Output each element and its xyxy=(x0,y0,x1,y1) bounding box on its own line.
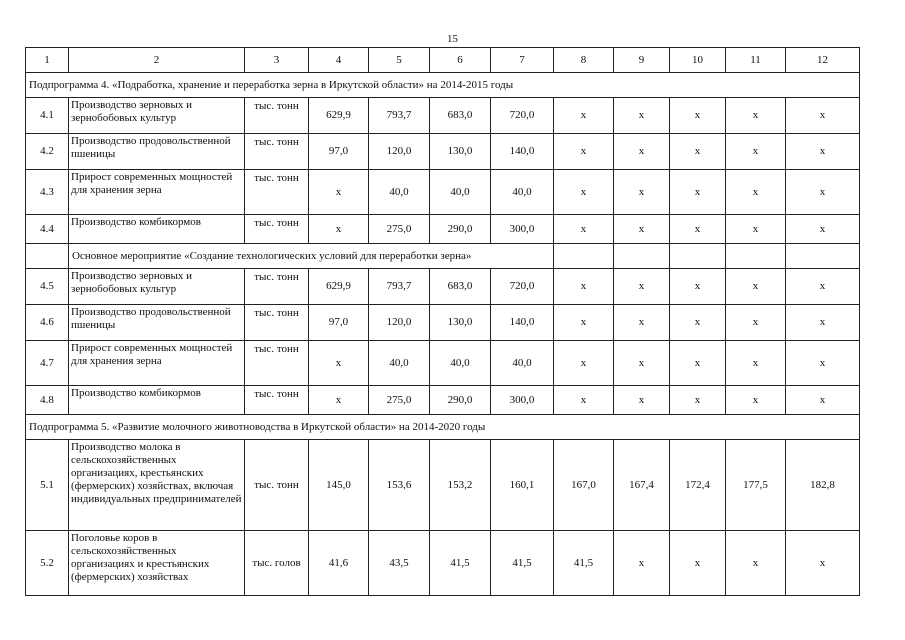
cell-value: x xyxy=(726,341,786,386)
cell-value: 177,5 xyxy=(726,440,786,531)
row-unit: тыс. тонн xyxy=(245,386,309,415)
cell-value: x xyxy=(726,305,786,341)
row-name: Производство продовольственной пшеницы xyxy=(69,305,245,341)
cell-value: x xyxy=(309,386,369,415)
cell-value: x xyxy=(554,134,614,170)
column-header: 9 xyxy=(614,48,670,73)
column-header: 12 xyxy=(786,48,860,73)
cell-value: 130,0 xyxy=(430,305,491,341)
cell-value: 97,0 xyxy=(309,305,369,341)
cell-value: x xyxy=(614,98,670,134)
cell-value: x xyxy=(726,170,786,215)
cell-value: 41,5 xyxy=(491,531,554,596)
column-header: 4 xyxy=(309,48,369,73)
cell-value: 97,0 xyxy=(309,134,369,170)
empty-cell xyxy=(726,244,786,269)
table-row xyxy=(26,215,860,244)
row-name: Производство зерновых и зернобобовых культур xyxy=(69,269,245,305)
cell-value: x xyxy=(670,98,726,134)
column-header: 8 xyxy=(554,48,614,73)
row-name: Производство комбикормов xyxy=(69,215,245,244)
cell-value: 40,0 xyxy=(491,170,554,215)
cell-value: x xyxy=(309,170,369,215)
cell-value: 167,4 xyxy=(614,440,670,531)
cell-value: 40,0 xyxy=(430,170,491,215)
cell-value: 153,2 xyxy=(430,440,491,531)
cell-value: x xyxy=(554,305,614,341)
empty-cell xyxy=(786,244,860,269)
column-header: 5 xyxy=(369,48,430,73)
cell-value: x xyxy=(670,531,726,596)
cell-value: 160,1 xyxy=(491,440,554,531)
row-number: 4.1 xyxy=(26,98,69,134)
cell-value: 40,0 xyxy=(369,170,430,215)
cell-value: 683,0 xyxy=(430,98,491,134)
cell-value: 41,5 xyxy=(554,531,614,596)
section-title: Подпрограмма 5. «Развитие молочного животноводства в Иркутской области» на 2014-2020 годы xyxy=(26,415,860,440)
cell-value: x xyxy=(554,269,614,305)
cell-value: x xyxy=(726,215,786,244)
column-header: 11 xyxy=(726,48,786,73)
section-title: Подпрограмма 4. «Подработка, хранение и переработка зерна в Иркутской области» на 2014-2015 годы xyxy=(26,73,860,98)
row-number: 4.5 xyxy=(26,269,69,305)
row-number: 4.7 xyxy=(26,341,69,386)
page-number: 15 xyxy=(447,33,458,45)
cell-value: 793,7 xyxy=(369,269,430,305)
row-number: 5.2 xyxy=(26,531,69,596)
column-header: 7 xyxy=(491,48,554,73)
cell-value: x xyxy=(670,269,726,305)
row-name: Поголовье коров в сельскохозяйственных организациях и крестьянских (фермерских) хозяйствах xyxy=(69,531,245,596)
cell-value: x xyxy=(670,386,726,415)
row-number: 4.6 xyxy=(26,305,69,341)
row-unit: тыс. тонн xyxy=(245,98,309,134)
column-header: 10 xyxy=(670,48,726,73)
section-row xyxy=(26,415,860,440)
cell-value: x xyxy=(614,170,670,215)
header-row xyxy=(26,48,860,73)
row-name: Прирост современных мощностей для хранения зерна xyxy=(69,341,245,386)
cell-value: x xyxy=(614,269,670,305)
row-unit: тыс. тонн xyxy=(245,215,309,244)
cell-value: x xyxy=(786,386,860,415)
cell-value: x xyxy=(726,134,786,170)
cell-value: x xyxy=(786,215,860,244)
cell-value: 182,8 xyxy=(786,440,860,531)
cell-value: x xyxy=(554,215,614,244)
row-unit: тыс. тонн xyxy=(245,134,309,170)
section-row xyxy=(26,73,860,98)
cell-value: x xyxy=(614,341,670,386)
column-header: 3 xyxy=(245,48,309,73)
table-row xyxy=(26,440,860,531)
cell-value: 720,0 xyxy=(491,269,554,305)
table-row xyxy=(26,305,860,341)
column-header: 2 xyxy=(69,48,245,73)
row-number: 5.1 xyxy=(26,440,69,531)
cell-value: x xyxy=(614,531,670,596)
table-row xyxy=(26,341,860,386)
cell-value: x xyxy=(786,269,860,305)
cell-value: 290,0 xyxy=(430,215,491,244)
cell-value: 300,0 xyxy=(491,386,554,415)
cell-value: x xyxy=(614,215,670,244)
table-row xyxy=(26,134,860,170)
row-unit: тыс. тонн xyxy=(245,341,309,386)
cell-value: 300,0 xyxy=(491,215,554,244)
cell-value: 130,0 xyxy=(430,134,491,170)
cell-value: x xyxy=(670,170,726,215)
cell-value: x xyxy=(554,170,614,215)
cell-value: 120,0 xyxy=(369,134,430,170)
cell-value: 140,0 xyxy=(491,305,554,341)
table-row xyxy=(26,269,860,305)
cell-value: x xyxy=(726,269,786,305)
cell-value: 120,0 xyxy=(369,305,430,341)
empty-cell xyxy=(26,244,69,269)
cell-value: x xyxy=(786,98,860,134)
row-number: 4.8 xyxy=(26,386,69,415)
cell-value: x xyxy=(309,341,369,386)
cell-value: x xyxy=(614,134,670,170)
table-row xyxy=(26,531,860,596)
cell-value: 683,0 xyxy=(430,269,491,305)
cell-value: x xyxy=(614,386,670,415)
row-number: 4.2 xyxy=(26,134,69,170)
cell-value: x xyxy=(726,98,786,134)
row-name: Производство продовольственной пшеницы xyxy=(69,134,245,170)
row-name: Производство комбикормов xyxy=(69,386,245,415)
empty-cell xyxy=(670,244,726,269)
cell-value: 290,0 xyxy=(430,386,491,415)
cell-value: 40,0 xyxy=(491,341,554,386)
cell-value: 153,6 xyxy=(369,440,430,531)
cell-value: 43,5 xyxy=(369,531,430,596)
column-header: 1 xyxy=(26,48,69,73)
row-name: Производство зерновых и зернобобовых культур xyxy=(69,98,245,134)
cell-value: x xyxy=(670,305,726,341)
empty-cell xyxy=(614,244,670,269)
table-row xyxy=(26,98,860,134)
row-number: 4.3 xyxy=(26,170,69,215)
cell-value: x xyxy=(670,341,726,386)
cell-value: 41,5 xyxy=(430,531,491,596)
row-name: Производство молока в сельскохозяйственных организациях, крестьянских (фермерских) хозяйствах, включая индивидуальных предпринимателей xyxy=(69,440,245,531)
cell-value: x xyxy=(786,341,860,386)
cell-value: x xyxy=(554,98,614,134)
cell-value: 40,0 xyxy=(369,341,430,386)
cell-value: 720,0 xyxy=(491,98,554,134)
cell-value: x xyxy=(309,215,369,244)
cell-value: 275,0 xyxy=(369,386,430,415)
cell-value: 145,0 xyxy=(309,440,369,531)
cell-value: 793,7 xyxy=(369,98,430,134)
cell-value: x xyxy=(786,134,860,170)
row-name: Прирост современных мощностей для хранения зерна xyxy=(69,170,245,215)
cell-value: x xyxy=(786,305,860,341)
cell-value: x xyxy=(726,531,786,596)
cell-value: 167,0 xyxy=(554,440,614,531)
row-unit: тыс. тонн xyxy=(245,305,309,341)
cell-value: x xyxy=(614,305,670,341)
column-header: 6 xyxy=(430,48,491,73)
cell-value: x xyxy=(786,170,860,215)
cell-value: x xyxy=(554,341,614,386)
table-row xyxy=(26,386,860,415)
section-row xyxy=(26,244,860,269)
row-unit: тыс. тонн xyxy=(245,440,309,531)
cell-value: 629,9 xyxy=(309,98,369,134)
indicators-table xyxy=(25,47,860,596)
cell-value: 629,9 xyxy=(309,269,369,305)
row-number: 4.4 xyxy=(26,215,69,244)
empty-cell xyxy=(554,244,614,269)
section-title: Основное мероприятие «Создание технологических условий для переработки зерна» xyxy=(69,244,554,269)
cell-value: 172,4 xyxy=(670,440,726,531)
cell-value: x xyxy=(726,386,786,415)
cell-value: 40,0 xyxy=(430,341,491,386)
cell-value: x xyxy=(786,531,860,596)
cell-value: 275,0 xyxy=(369,215,430,244)
row-unit: тыс. тонн xyxy=(245,170,309,215)
table-row xyxy=(26,170,860,215)
cell-value: 41,6 xyxy=(309,531,369,596)
cell-value: x xyxy=(670,134,726,170)
row-unit: тыс. тонн xyxy=(245,269,309,305)
cell-value: x xyxy=(670,215,726,244)
cell-value: 140,0 xyxy=(491,134,554,170)
cell-value: x xyxy=(554,386,614,415)
row-unit: тыс. голов xyxy=(245,531,309,596)
